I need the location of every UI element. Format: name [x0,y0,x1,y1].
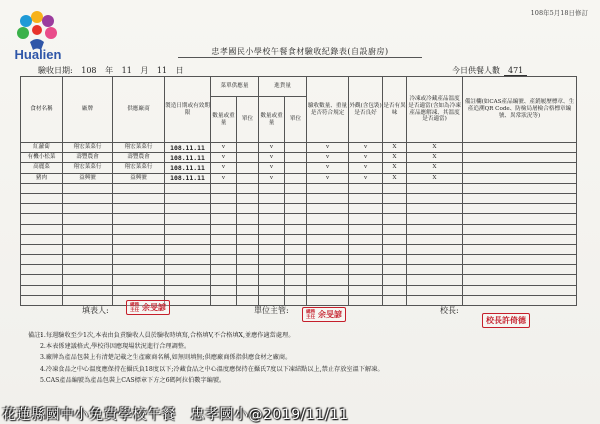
cell-brand [63,265,113,275]
cell-supply-unit [237,295,259,305]
cell-income-unit [285,234,307,244]
cell-income-unit [285,285,307,295]
table-row-empty [21,265,577,275]
notes-lead: 備註: [28,332,43,339]
cell-supply-unit [237,275,259,285]
cell-accept [307,255,349,265]
filler-stamp-name: 余旻諺 [142,302,166,312]
cell-vendor [113,214,165,224]
note-item: 2.本表係建議格式,學校得因應現場狀況進行合理調整。 [40,343,191,351]
cell-vendor [113,275,165,285]
cell-income-qty: v [259,143,285,153]
table-row-empty [21,214,577,224]
cell-brand [63,183,113,193]
header-supply-qty: 數量或重量 [211,97,237,143]
cell-supply-unit [237,143,259,153]
cell-package [349,265,383,275]
cell-income-qty: v [259,153,285,163]
table-row [21,143,577,153]
cell-vendor [113,183,165,193]
cell-note [463,214,577,224]
cell-income-unit [285,163,307,173]
cell-name [21,234,63,244]
inspection-date [38,65,186,76]
header-income-qty: 數量或重量 [259,97,285,143]
cell-income-qty [259,234,285,244]
cell-accept: v [307,143,349,153]
footer-caption: 花蓮縣國中小免費學校午餐 忠孝國小@2019/11/11 [2,407,349,423]
cell-accept [307,193,349,203]
cell-odor [383,193,407,203]
table-row-empty [21,204,577,214]
cell-accept [307,234,349,244]
cell-date [165,183,211,193]
cell-odor [383,285,407,295]
cell-odor [383,255,407,265]
cell-package [349,275,383,285]
header-accept: 驗收數量、重量是否符合規定 [307,77,349,143]
cell-supply-unit [237,285,259,295]
cell-package [349,285,383,295]
cell-name [21,204,63,214]
cell-temp [407,234,463,244]
cell-supply-qty [211,275,237,285]
cell-accept [307,224,349,234]
table-row-empty [21,183,577,193]
date-label: 驗收日期: [38,66,73,75]
cell-accept [307,295,349,305]
cell-temp [407,285,463,295]
cell-brand [63,204,113,214]
cell-name: 有機小松菜 [21,153,63,163]
cell-name [21,275,63,285]
cell-supply-unit [237,255,259,265]
cell-odor: X [383,143,407,153]
cell-date [165,275,211,285]
cell-note [463,285,577,295]
cell-accept [307,214,349,224]
cell-brand [63,214,113,224]
cell-vendor: 翔宏菜菜行 [113,143,165,153]
principal-stamp: 校長許倚德 [482,313,530,328]
header-name: 食材名稱 [21,77,63,143]
cell-package [349,234,383,244]
header-temp: 冷凍或冷藏產品溫度是否適當(含如為冷凍產品應解凍、其溫度是否適當) [407,77,463,143]
cell-date: 108.11.11 [165,143,211,153]
filler-stamp [126,300,170,315]
cell-note [463,234,577,244]
cell-temp: X [407,163,463,173]
date-month: 11 [121,66,132,75]
cell-name [21,183,63,193]
table-row [21,173,577,183]
table-row-empty [21,224,577,234]
cell-accept: v [307,163,349,173]
cell-income-unit [285,204,307,214]
table-row [21,153,577,163]
cell-package [349,214,383,224]
cell-note [463,204,577,214]
cell-supply-qty [211,204,237,214]
cell-temp [407,275,463,285]
header-vendor: 供應廠商 [113,77,165,143]
cell-accept [307,275,349,285]
cell-brand [63,224,113,234]
cell-note [463,153,577,163]
cell-note [463,143,577,153]
cell-date [165,204,211,214]
note-item: 4.冷凍食品之中心溫度應保持在攝氏負18度以下;冷藏食品之中心溫度應保持在攝氏7度以下凍結點以上,禁止存放室溫下解凍。 [40,365,384,373]
date-year: 108 [81,66,97,75]
inspection-table [20,76,577,306]
cell-supply-unit [237,244,259,254]
table-row-empty [21,295,577,305]
cell-supply-qty [211,224,237,234]
cell-income-qty: v [259,163,285,173]
cell-income-unit [285,183,307,193]
cell-name [21,295,63,305]
cell-brand: 翔宏菜菜行 [63,163,113,173]
cell-brand [63,234,113,244]
header-supply-unit: 單位 [237,97,259,143]
header-supply-group: 菜單供應量 [211,77,259,97]
cell-vendor [113,255,165,265]
cell-note [463,183,577,193]
cell-date: 108.11.11 [165,163,211,173]
cell-brand [63,285,113,295]
cell-temp: X [407,173,463,183]
table-row-empty [21,255,577,265]
cell-odor [383,234,407,244]
cell-accept [307,183,349,193]
cell-income-qty [259,265,285,275]
cell-temp [407,244,463,254]
cell-income-qty [259,295,285,305]
table-row-empty [21,285,577,295]
cell-income-unit [285,143,307,153]
filler-stamp-title: 總務主任 [130,303,140,313]
cell-income-unit [285,265,307,275]
cell-income-unit [285,173,307,183]
cell-temp [407,255,463,265]
cell-odor [383,224,407,234]
cell-package: v [349,163,383,173]
cell-income-qty [259,275,285,285]
cell-vendor [113,285,165,295]
cell-note [463,255,577,265]
cell-supply-qty [211,183,237,193]
cell-income-unit [285,275,307,285]
cell-supply-qty [211,244,237,254]
note-item: 3.廠牌為產品包裝上有清楚記載之生產廠商名稱,如無則填無;供應廠商係指供應食材之廠商。 [40,354,292,362]
cell-odor [383,244,407,254]
cell-temp: X [407,143,463,153]
cell-odor: X [383,173,407,183]
cell-date [165,255,211,265]
supply-count [452,65,527,76]
cell-note [463,295,577,305]
cell-income-qty [259,285,285,295]
cell-income-qty [259,204,285,214]
cell-name [21,244,63,254]
cell-supply-unit [237,224,259,234]
cell-vendor: 益興號 [113,173,165,183]
cell-note [463,224,577,234]
supply-label: 今日供餐人數 [452,66,500,75]
cell-accept: v [307,153,349,163]
cell-odor [383,183,407,193]
cell-name: 豬肉 [21,173,63,183]
cell-name: 紅蘿蔔 [21,143,63,153]
cell-supply-qty [211,295,237,305]
note-item: 5.CAS產品編號為產品包裝上CAS標章下方之6碼阿拉伯數字編號。 [40,376,226,384]
cell-odor [383,214,407,224]
cell-note [463,265,577,275]
header-odor: 是否有異味 [383,77,407,143]
date-day-unit: 日 [175,66,184,75]
cell-brand: 壽豐農會 [63,153,113,163]
table-row-empty [21,234,577,244]
cell-income-qty [259,244,285,254]
cell-temp [407,193,463,203]
cell-supply-unit [237,265,259,275]
title-underline [178,57,422,58]
cell-name [21,193,63,203]
cell-date: 108.11.11 [165,173,211,183]
cell-vendor: 壽豐農會 [113,153,165,163]
cell-supply-unit [237,183,259,193]
cell-brand [63,193,113,203]
cell-package: v [349,173,383,183]
note-item: 1.每週驗收至少1次,本表由負責驗收人員於驗收時填寫,合格填V,不合格填X,並應作適當處理。 [40,332,295,339]
cell-supply-qty [211,265,237,275]
cell-date [165,295,211,305]
table-body [21,143,577,306]
header-package: 外觀(含包裝)是否良好 [349,77,383,143]
cell-supply-qty [211,214,237,224]
header-mfg-date: 製造日期或有效期限 [165,77,211,143]
supervisor-label: 單位主管: [254,306,289,315]
cell-note [463,163,577,173]
cell-supply-qty: v [211,143,237,153]
cell-accept [307,285,349,295]
cell-name [21,224,63,234]
cell-temp: X [407,153,463,163]
cell-supply-qty [211,234,237,244]
cell-note [463,193,577,203]
supply-number: 471 [504,66,527,76]
cell-accept [307,244,349,254]
cell-odor: X [383,163,407,173]
cell-vendor [113,265,165,275]
cell-odor [383,265,407,275]
cell-note [463,275,577,285]
cell-name: 高麗菜 [21,163,63,173]
supervisor-stamp-name: 余旻諺 [318,309,342,319]
cell-supply-unit [237,204,259,214]
cell-package [349,255,383,265]
cell-name [21,265,63,275]
header-brand: 廠牌 [63,77,113,143]
cell-vendor [113,224,165,234]
cell-supply-unit [237,214,259,224]
cell-note [463,173,577,183]
cell-supply-unit [237,173,259,183]
cell-accept: v [307,173,349,183]
cell-supply-unit [237,163,259,173]
cell-date [165,214,211,224]
cell-brand: 益興號 [63,173,113,183]
cell-income-unit [285,214,307,224]
cell-vendor: 翔宏菜菜行 [113,163,165,173]
cell-date [165,244,211,254]
notes-section [28,330,580,386]
cell-income-qty [259,214,285,224]
cell-date [165,265,211,275]
cell-supply-qty: v [211,173,237,183]
cell-income-qty [259,224,285,234]
cell-date [165,193,211,203]
cell-temp [407,183,463,193]
header-income-unit: 單位 [285,97,307,143]
cell-temp [407,295,463,305]
cell-name [21,255,63,265]
cell-supply-qty: v [211,153,237,163]
supervisor-stamp-title: 總務主任 [306,310,316,320]
cell-supply-qty [211,285,237,295]
document-title: 忠孝國民小學校午餐食材驗收紀錄表(自設廚房) [211,47,389,56]
cell-date: 108.11.11 [165,153,211,163]
date-month-unit: 月 [140,66,149,75]
cell-income-unit [285,224,307,234]
cell-package [349,224,383,234]
cell-vendor [113,234,165,244]
cell-date [165,234,211,244]
supervisor-stamp [302,307,346,322]
table-row-empty [21,244,577,254]
cell-temp [407,265,463,275]
logo-text: Hualien [14,47,62,62]
header-income-group: 進貨量 [259,77,307,97]
cell-supply-qty [211,255,237,265]
cell-vendor [113,193,165,203]
cell-income-unit [285,193,307,203]
cell-supply-unit [237,153,259,163]
cell-vendor [113,204,165,214]
cell-brand [63,275,113,285]
cell-package [349,244,383,254]
cell-income-qty: v [259,173,285,183]
cell-supply-unit [237,234,259,244]
cell-supply-unit [237,193,259,203]
cell-supply-qty: v [211,163,237,173]
cell-odor [383,204,407,214]
cell-income-unit [285,153,307,163]
cell-accept [307,204,349,214]
table-row-empty [21,275,577,285]
header-note: 備註欄(如CAS產品編號、產銷履歷標章、生產追溯QR Code、防檢局屠檢合格標章編號、異常狀況等) [463,77,577,143]
table-row [21,163,577,173]
cell-temp [407,204,463,214]
cell-brand: 翔宏菜菜行 [63,143,113,153]
cell-accept [307,265,349,275]
cell-income-qty [259,183,285,193]
cell-package [349,183,383,193]
cell-package [349,204,383,214]
cell-income-unit [285,255,307,265]
cell-name [21,285,63,295]
cell-odor [383,275,407,285]
cell-brand [63,255,113,265]
cell-odor [383,295,407,305]
cell-income-qty [259,193,285,203]
date-year-unit: 年 [105,66,114,75]
cell-package: v [349,143,383,153]
cell-odor: X [383,153,407,163]
cell-income-qty [259,255,285,265]
cell-vendor [113,244,165,254]
cell-income-unit [285,295,307,305]
cell-income-unit [285,244,307,254]
table-row-empty [21,193,577,203]
date-day: 11 [156,66,168,75]
principal-label: 校長: [440,306,459,315]
cell-brand [63,295,113,305]
cell-date [165,285,211,295]
cell-package [349,295,383,305]
cell-brand [63,244,113,254]
cell-package: v [349,153,383,163]
cell-date [165,224,211,234]
filler-label: 填表人: [82,306,109,315]
cell-note [463,244,577,254]
cell-temp [407,224,463,234]
cell-temp [407,214,463,224]
revision-date: 108年5月18日修訂 [530,9,588,17]
cell-name [21,214,63,224]
cell-package [349,193,383,203]
cell-supply-qty [211,193,237,203]
